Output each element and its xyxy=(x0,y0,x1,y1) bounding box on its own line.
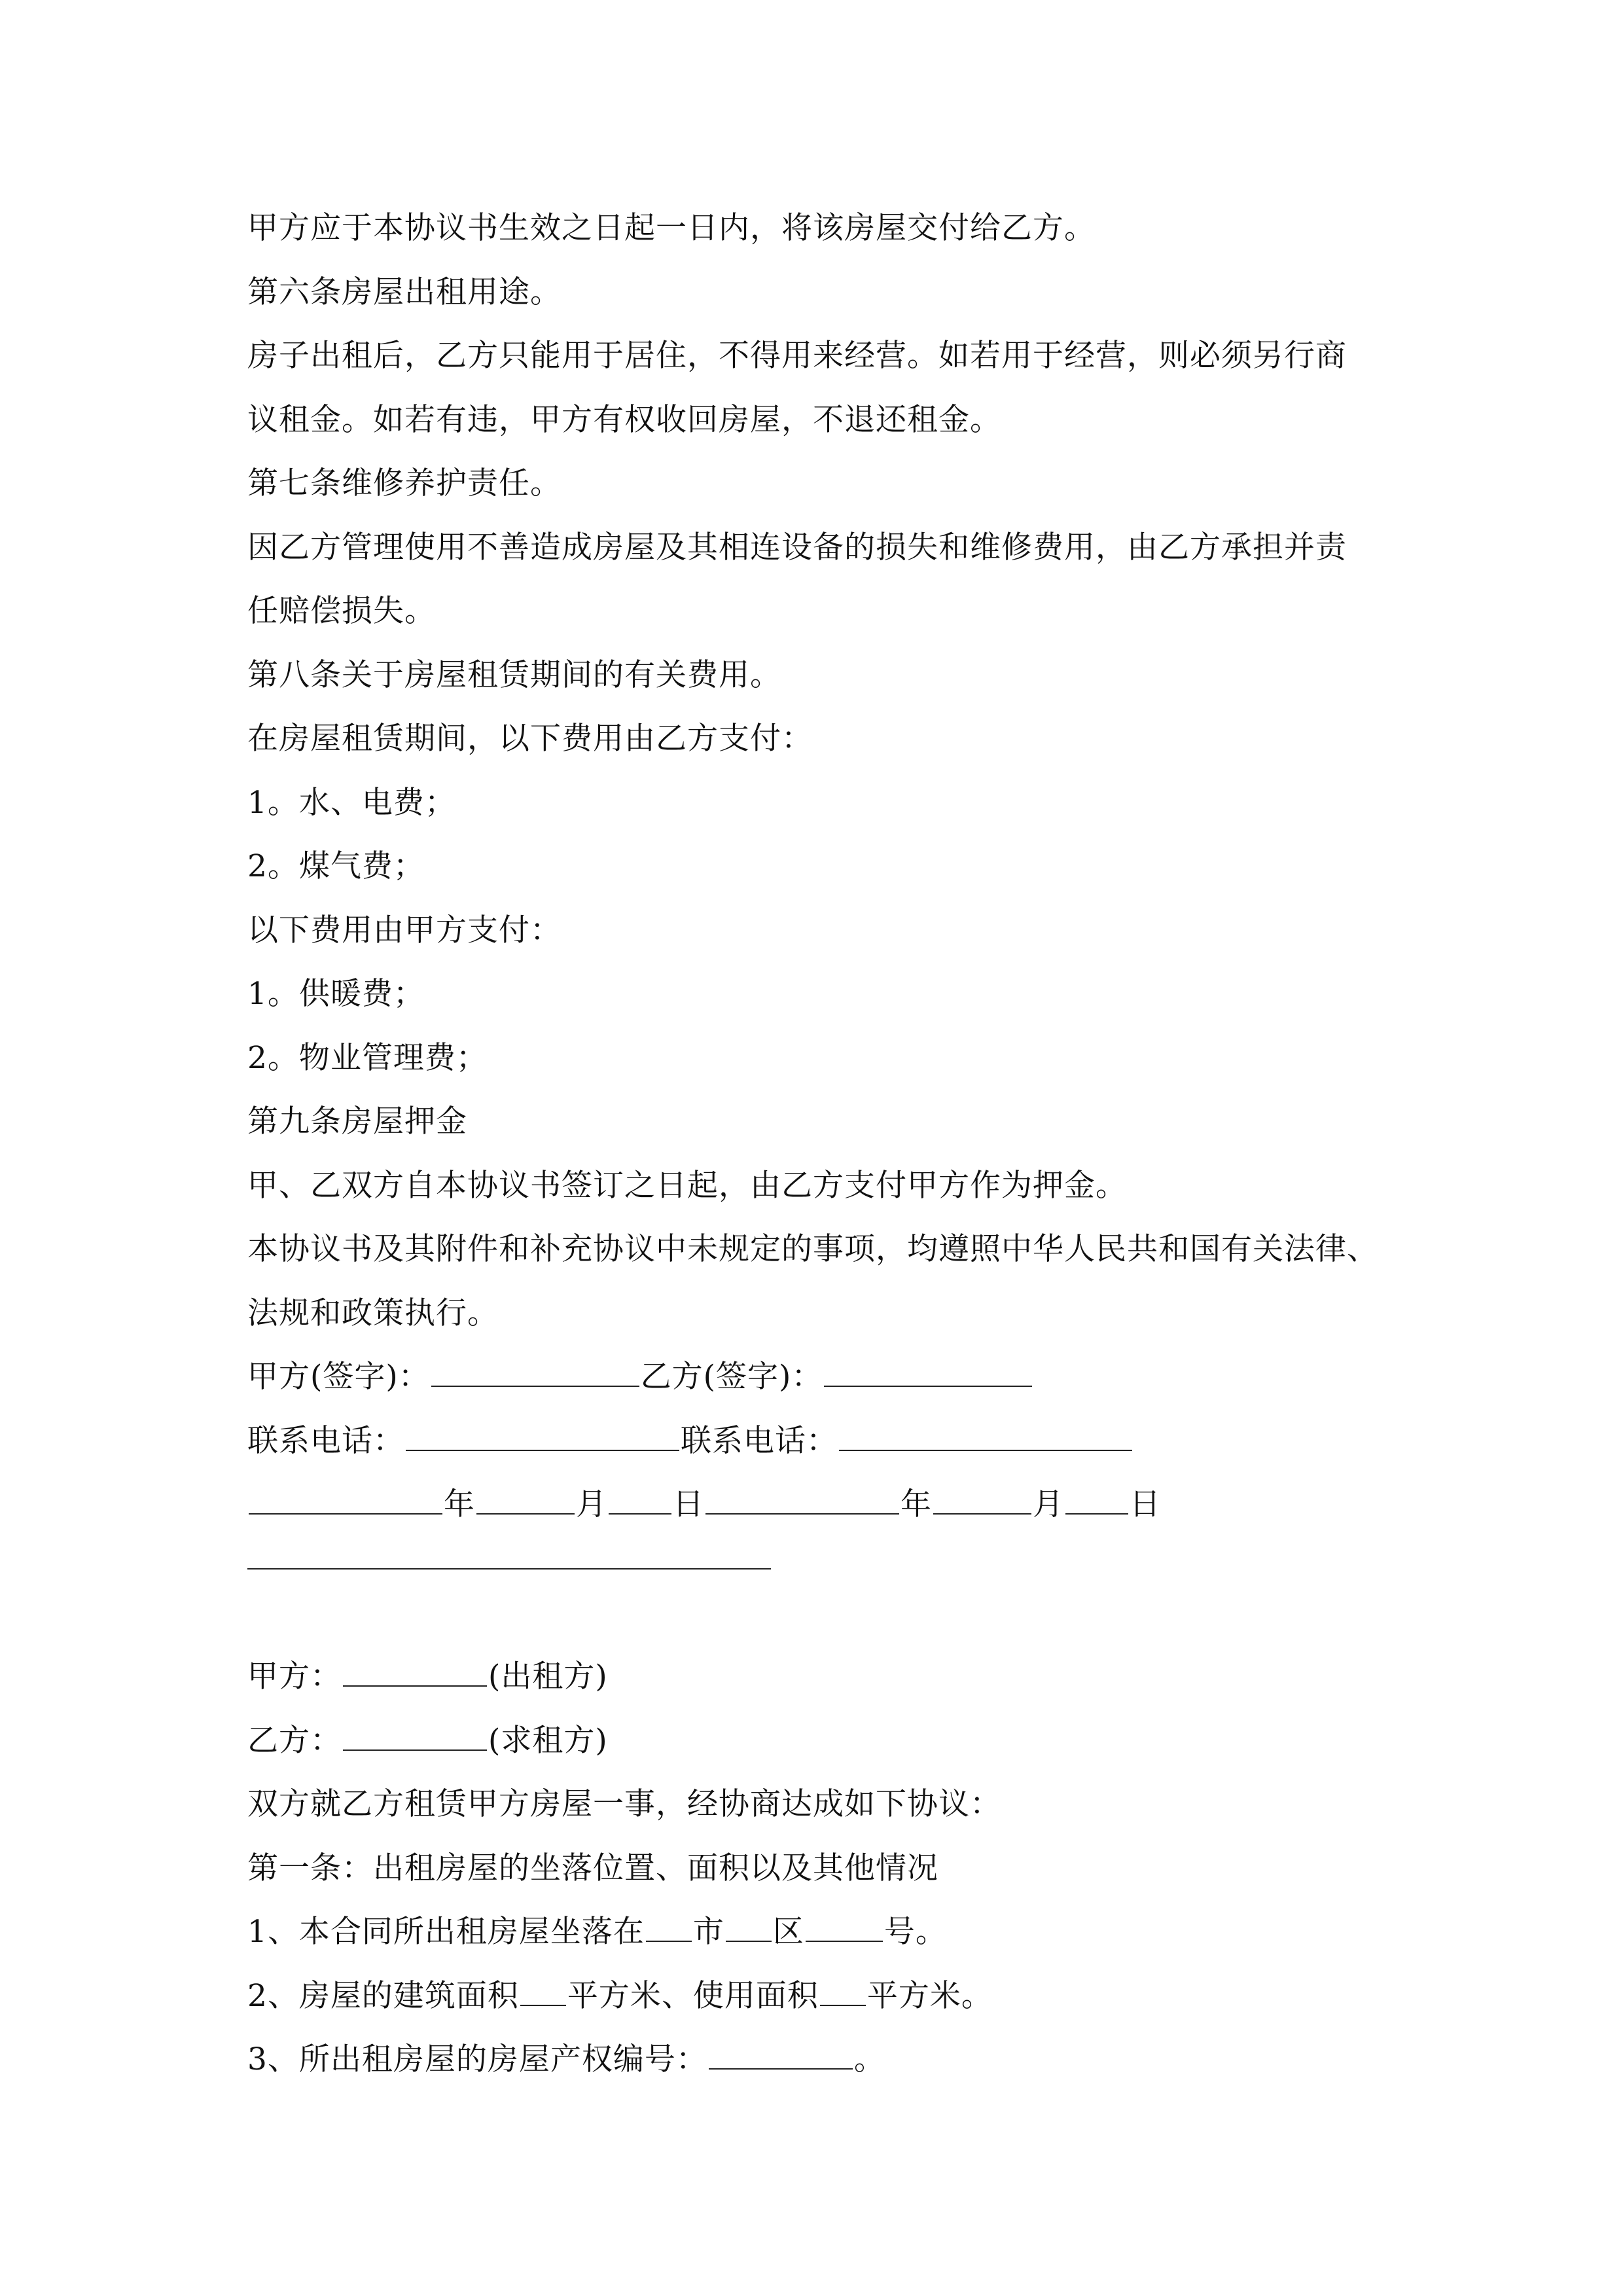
item-3-end: 。 xyxy=(853,2041,885,2077)
party-b-name-blank xyxy=(343,1721,487,1751)
district-label: 区 xyxy=(772,1914,804,1950)
district-blank xyxy=(726,1912,772,1942)
item-1-prefix: 1、本合同所出租房屋坐落在 xyxy=(247,1914,645,1950)
party-a-role: (出租方) xyxy=(488,1659,608,1695)
day-label: 日 xyxy=(673,1486,704,1522)
item-2-prefix: 2、房屋的建筑面积 xyxy=(247,1977,519,2014)
party-a-phone-blank xyxy=(406,1421,679,1451)
property-number-blank xyxy=(709,2039,853,2070)
party-b-sign-label: 乙方(签字)： xyxy=(640,1359,823,1395)
paragraph-line: 在房屋租赁期间，以下费用由乙方支付： xyxy=(247,721,813,757)
document-body xyxy=(247,196,1393,2092)
city-blank xyxy=(646,1912,692,1942)
paragraph-line: 甲、乙双方自本协议书签订之日起，由乙方支付甲方作为押金。 xyxy=(247,1167,1127,1204)
party-b-phone-blank xyxy=(839,1421,1132,1451)
agreement-intro: 双方就乙方租赁甲方房屋一事，经协商达成如下协议： xyxy=(247,1786,1001,1822)
article-1-item-2 xyxy=(247,1964,1393,2028)
month-label: 月 xyxy=(1033,1486,1064,1522)
article-8-title: 第八条关于房屋租赁期间的有关费用。 xyxy=(247,656,781,693)
party-a-phone-label: 联系电话： xyxy=(247,1422,404,1459)
list-item: 2。煤气费； xyxy=(247,848,425,884)
paragraph-line: 议租金。如若有违，甲方有权收回房屋，不退还租金。 xyxy=(247,401,1001,438)
section-divider xyxy=(247,1568,771,1570)
party-a-label: 甲方： xyxy=(247,1659,342,1695)
list-item: 2。物业管理费； xyxy=(247,1039,488,1076)
paragraph-line: 任赔偿损失。 xyxy=(247,593,436,629)
party-a-sign-label: 甲方(签字)： xyxy=(247,1359,430,1395)
list-item: 1。水、电费； xyxy=(247,784,456,821)
phone-row xyxy=(247,1409,1393,1473)
item-2-unit: 平方米。 xyxy=(866,1977,993,2014)
party-b-phone-label: 联系电话： xyxy=(681,1422,838,1459)
month-blank xyxy=(933,1484,1031,1515)
divider-row xyxy=(247,1568,1393,1632)
paragraph-line: 以下费用由甲方支付： xyxy=(247,912,562,948)
paragraph-line: 因乙方管理使用不善造成房屋及其相连设备的损失和维修费用，由乙方承担并责 xyxy=(247,529,1347,565)
building-area-blank xyxy=(520,1976,566,2006)
number-blank xyxy=(806,1912,883,1942)
signature-row xyxy=(247,1345,1393,1409)
article-9-title: 第九条房屋押金 xyxy=(247,1103,467,1139)
year-label: 年 xyxy=(901,1486,932,1522)
usable-area-blank xyxy=(820,1976,866,2006)
spacer xyxy=(247,1632,1393,1645)
paragraph-line: 法规和政策执行。 xyxy=(247,1295,499,1331)
date-row xyxy=(247,1473,1393,1537)
year-blank xyxy=(705,1484,899,1515)
party-a-row xyxy=(247,1645,1393,1709)
party-a-sign-blank xyxy=(431,1357,639,1387)
party-b-row xyxy=(247,1709,1393,1773)
month-blank xyxy=(476,1484,575,1515)
day-blank xyxy=(1065,1484,1128,1515)
number-label: 号。 xyxy=(883,1914,947,1950)
city-label: 市 xyxy=(692,1914,724,1950)
party-b-role: (求租方) xyxy=(488,1722,608,1759)
paragraph-line: 甲方应于本协议书生效之日起一日内，将该房屋交付给乙方。 xyxy=(247,210,1096,246)
year-label: 年 xyxy=(444,1486,475,1522)
paragraph-line: 房子出租后，乙方只能用于居住，不得用来经营。如若用于经营，则必须另行商 xyxy=(247,338,1347,374)
paragraph-line: 本协议书及其附件和补充协议中未规定的事项，均遵照中华人民共和国有关法律、 xyxy=(247,1231,1378,1267)
party-b-sign-blank xyxy=(824,1357,1032,1387)
article-1-item-3 xyxy=(247,2028,1393,2092)
party-b-label: 乙方： xyxy=(247,1722,342,1759)
article-1-item-1 xyxy=(247,1900,1393,1964)
year-blank xyxy=(249,1484,442,1515)
article-6-title: 第六条房屋出租用途。 xyxy=(247,274,562,310)
list-item: 1。供暖费； xyxy=(247,976,425,1012)
article-7-title: 第七条维修养护责任。 xyxy=(247,465,562,501)
day-label: 日 xyxy=(1130,1486,1161,1522)
article-1-title: 第一条：出租房屋的坐落位置、面积以及其他情况 xyxy=(247,1850,938,1886)
month-label: 月 xyxy=(576,1486,607,1522)
party-a-name-blank xyxy=(343,1657,487,1687)
day-blank xyxy=(609,1484,671,1515)
item-2-mid: 平方米、使用面积 xyxy=(567,1977,819,2014)
item-3-prefix: 3、所出租房屋的房屋产权编号： xyxy=(247,2041,707,2077)
